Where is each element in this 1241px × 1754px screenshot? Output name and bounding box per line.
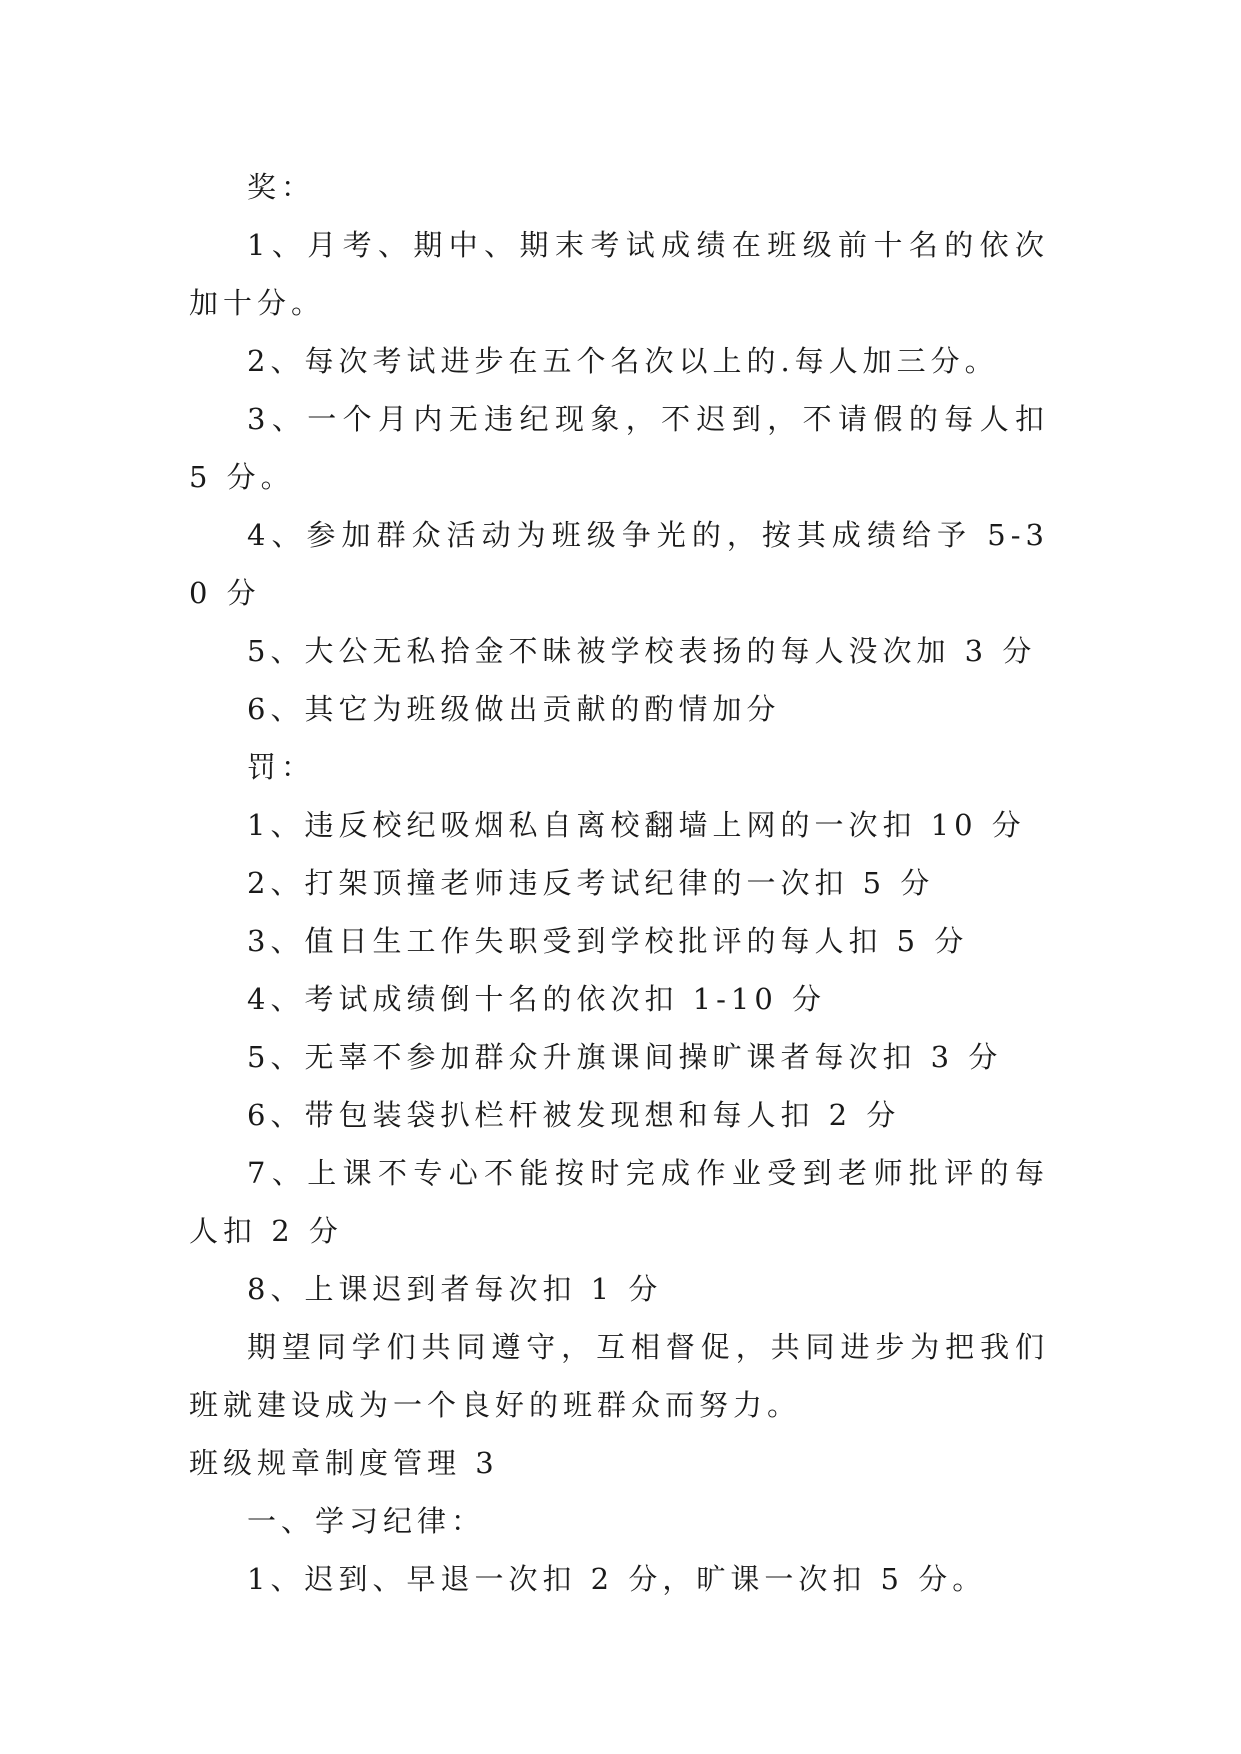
discipline-item-1: 1、迟到、早退一次扣 2 分，旷课一次扣 5 分。 bbox=[247, 1562, 987, 1596]
penalty-item-8: 8、上课迟到者每次扣 1 分 bbox=[247, 1272, 663, 1306]
penalty-item-3: 3、值日生工作失职受到学校批评的每人扣 5 分 bbox=[247, 924, 969, 958]
closing-paragraph: 期望同学们共同遵守，互相督促，共同进步为把我们班就建设成为一个良好的班群众而努力。 bbox=[189, 1330, 1049, 1422]
reward-item-1: 1、月考、期中、期末考试成绩在班级前十名的依次加十分。 bbox=[189, 228, 1049, 320]
reward-heading: 奖： bbox=[247, 170, 316, 204]
reward-item-4: 4、参加群众活动为班级争光的，按其成绩给予 5-30 分 bbox=[189, 518, 1049, 610]
penalty-item-1: 1、违反校纪吸烟私自离校翻墙上网的一次扣 10 分 bbox=[247, 808, 1026, 842]
penalty-item-7: 7、上课不专心不能按时完成作业受到老师批评的每人扣 2 分 bbox=[189, 1156, 1049, 1248]
reward-item-5: 5、大公无私拾金不昧被学校表扬的每人没次加 3 分 bbox=[247, 634, 1037, 668]
section-title: 班级规章制度管理 3 bbox=[189, 1446, 499, 1480]
reward-item-3: 3、一个月内无违纪现象，不迟到，不请假的每人扣 5 分。 bbox=[189, 402, 1049, 494]
penalty-item-6: 6、带包装袋扒栏杆被发现想和每人扣 2 分 bbox=[247, 1098, 901, 1132]
reward-item-6: 6、其它为班级做出贡献的酌情加分 bbox=[247, 692, 781, 726]
reward-item-2: 2、每次考试进步在五个名次以上的.每人加三分。 bbox=[247, 344, 999, 378]
penalty-item-4: 4、考试成绩倒十名的依次扣 1-10 分 bbox=[247, 982, 827, 1016]
penalty-heading: 罚： bbox=[247, 750, 316, 784]
subsection-heading: 一、学习纪律： bbox=[247, 1504, 486, 1538]
penalty-item-2: 2、打架顶撞老师违反考试纪律的一次扣 5 分 bbox=[247, 866, 935, 900]
penalty-item-5: 5、无辜不参加群众升旗课间操旷课者每次扣 3 分 bbox=[247, 1040, 1003, 1074]
document-body bbox=[189, 158, 1049, 1608]
